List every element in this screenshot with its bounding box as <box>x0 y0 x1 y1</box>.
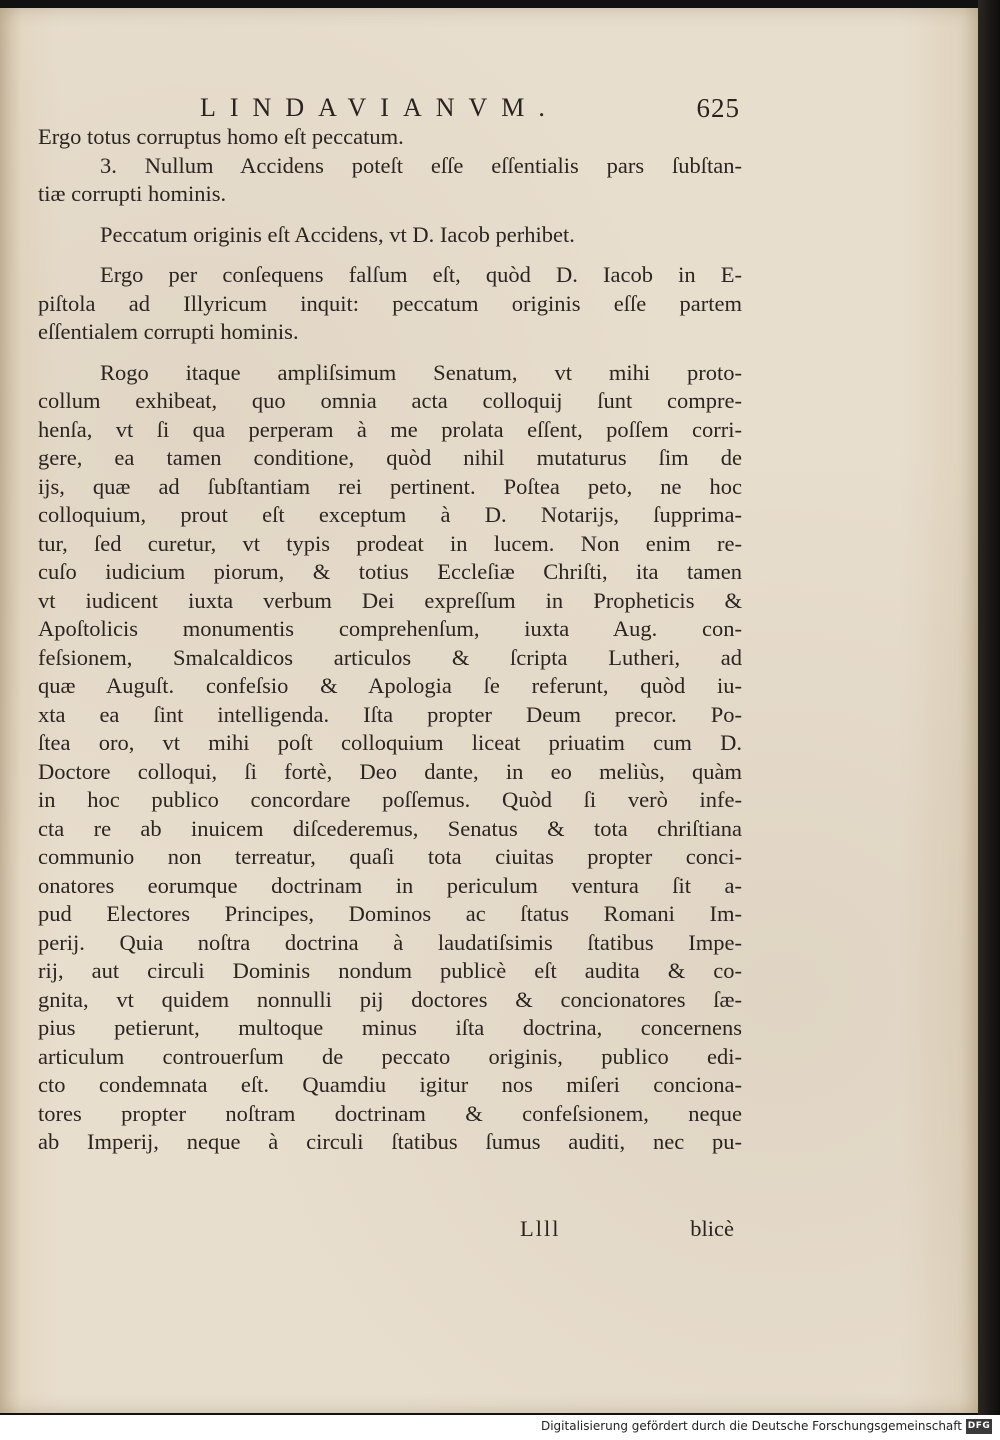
text-line: colloquium, prout eſt exceptum à D. Notarijs, ſupprima- <box>38 502 742 527</box>
text-line: perij. Quia noſtra doctrina à laudatiſsimis ſtatibus Impe- <box>38 929 742 955</box>
text-line: xta ea ſint intelligenda. Iſta propter Deum precor. Po- <box>38 701 742 727</box>
book-page <box>0 8 978 1413</box>
text-line: Peccatum originis eſt Accidens, vt D. Iacob perhibet. <box>100 221 575 247</box>
text-line: ſtea oro, vt mihi poſt colloquium liceat priuatim cum D. <box>38 730 742 755</box>
paragraph-gap <box>38 209 742 221</box>
text-line: piſtola ad Illyricum inquit: peccatum originis eſſe partem <box>38 290 742 316</box>
text-line: gere, ea tamen conditione, quòd nihil mutaturus ſim de <box>38 445 742 470</box>
text-line: feſsionem, Smalcaldicos articulos & ſcripta Lutheri, ad <box>38 644 742 670</box>
text-line: cuſo iudicium piorum, & totius Eccleſiæ Chriſti, ita tamen <box>38 559 742 584</box>
page-header <box>200 90 740 126</box>
text-line: in hoc publico concordare poſſemus. Quòd ſi verò infe- <box>38 787 742 812</box>
text-line: tiæ corrupti hominis. <box>38 181 227 206</box>
text-line: ijs, quæ ad ſubſtantiam rei pertinent. Poſtea peto, ne hoc <box>38 473 742 499</box>
text-line: tur, ſed curetur, vt typis prodeat in lucem. Non enim re- <box>38 530 742 556</box>
scan-edge <box>978 0 1000 1415</box>
text-line: vt iudicent iuxta verbum Dei expreſſum in Propheticis & <box>38 587 742 613</box>
text-line: quæ Auguſt. confeſsio & Apologia ſe referunt, quòd iu- <box>38 673 742 698</box>
text-line: gnita, vt quidem nonnulli pij doctores & concionatores ſæ- <box>38 986 742 1012</box>
text-line: Ergo totus corruptus homo eſt peccatum. <box>38 124 404 149</box>
text-line: henſa, vt ſi qua perperam à me prolata eſſent, poſſem corri- <box>38 416 742 442</box>
text-line: 3. Nullum Accidens poteſt eſſe eſſentialis pars ſubſtan- <box>100 152 742 178</box>
credit-bar <box>0 1415 1000 1440</box>
paragraph-gap <box>38 249 742 261</box>
running-head: LINDAVIANVM. <box>200 93 559 122</box>
text-line: communio non terreatur, quaſi tota ciuitas propter conci- <box>38 844 742 869</box>
page-number: 625 <box>696 93 740 123</box>
text-line: onatores eorumque doctrinam in periculum ventura ſit a- <box>38 872 742 898</box>
text-line: cta re ab inuicem diſcederemus, Senatus & tota chriſtiana <box>38 815 742 841</box>
text-line: cto condemnata eſt. Quamdiu igitur nos miſeri conciona- <box>38 1072 742 1097</box>
credit-text: Digitalisierung gefördert durch die Deutsche Forschungsgemeinschaft <box>540 1419 962 1433</box>
paragraph-gap <box>38 347 742 359</box>
text-line: Ergo per conſequens falſum eſt, quòd D. Iacob in E- <box>100 262 742 287</box>
signature-mark: Llll <box>520 1216 561 1241</box>
text-line: Rogo itaque ampliſsimum Senatum, vt mihi proto- <box>100 359 742 385</box>
text-line: pud Electores Principes, Dominos ac ſtatus Romani Im- <box>38 901 742 926</box>
text-line: tores propter noſtram doctrinam & confeſsionem, neque <box>38 1100 742 1126</box>
catchword: blicè <box>690 1216 734 1241</box>
text-line: collum exhibeat, quo omnia acta colloquij ſunt compre- <box>38 388 742 413</box>
body-text <box>38 123 742 1157</box>
text-line: rij, aut circuli Dominis nondum publicè eſt audita & co- <box>38 958 742 983</box>
text-line: ab Imperij, neque à circuli ſtatibus ſumus auditi, nec pu- <box>38 1129 742 1154</box>
text-line: articulum controuerſum de peccato originis, publico edi- <box>38 1043 742 1069</box>
text-line: pius petierunt, multoque minus iſta doctrina, concernens <box>38 1015 742 1040</box>
text-line: eſſentialem corrupti hominis. <box>38 319 299 344</box>
text-line: Doctore colloqui, ſi fortè, Deo dante, in eo meliùs, quàm <box>38 758 742 784</box>
page-footer <box>38 1214 742 1244</box>
dfg-logo: DFG <box>966 1419 992 1434</box>
text-line: Apoſtolicis monumentis comprehenſum, iuxta Aug. con- <box>38 616 742 641</box>
